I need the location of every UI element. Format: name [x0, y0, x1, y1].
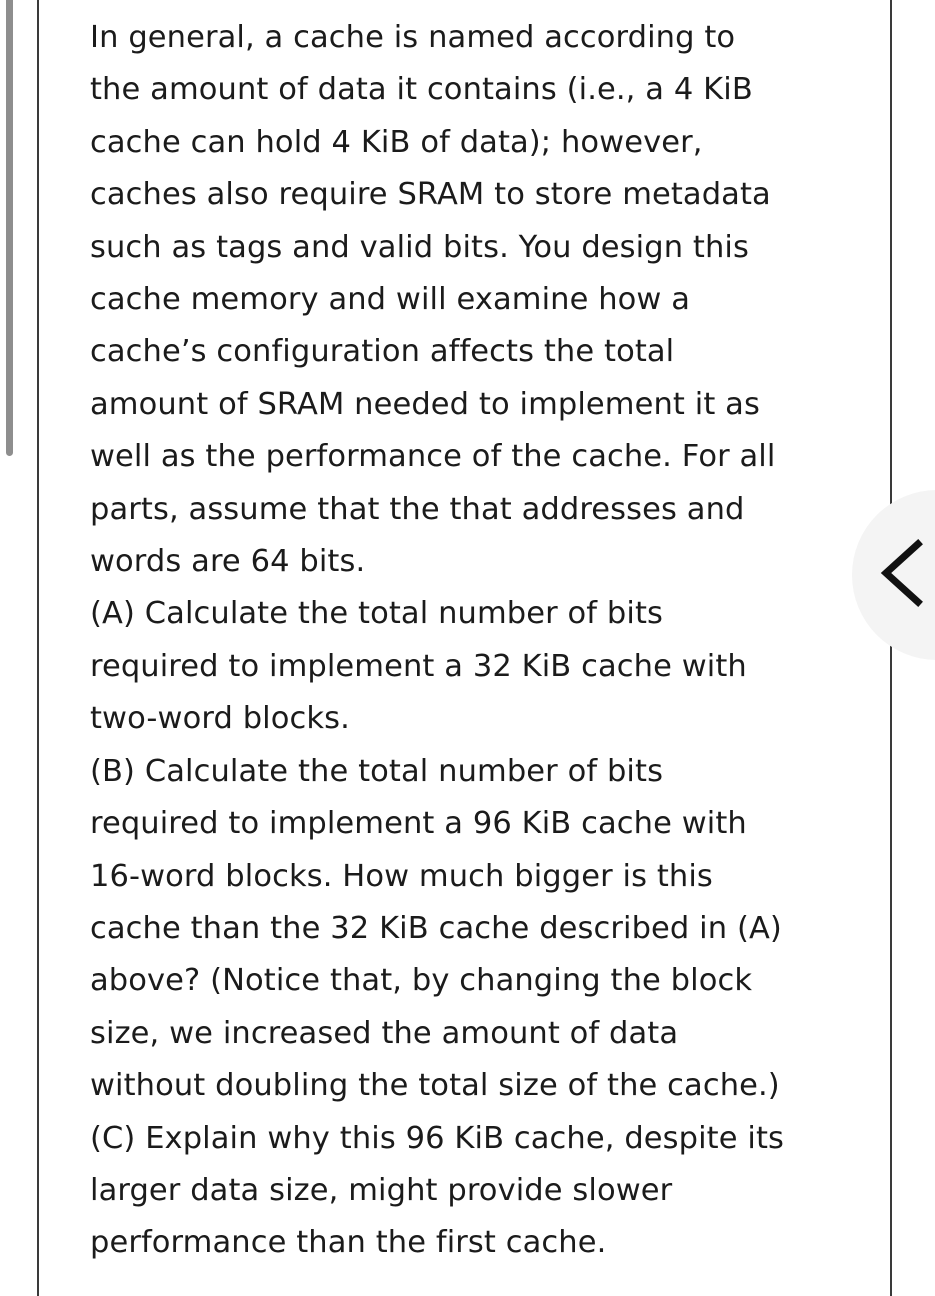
- question-line: words are 64 bits.: [90, 544, 366, 580]
- question-line: above? (Notice that, by changing the block: [90, 963, 753, 999]
- question-line: amount of SRAM needed to implement it as: [90, 386, 760, 422]
- question-line: cache’s configuration affects the total: [90, 334, 675, 370]
- question-line: required to implement a 32 KiB cache with: [90, 648, 747, 684]
- question-line-part-c: (C) Explain why this 96 KiB cache, despite its: [90, 1120, 785, 1156]
- question-line-part-a: (A) Calculate the total number of bits: [90, 596, 663, 632]
- scrollbar[interactable]: [6, 0, 13, 456]
- question-line: without doubling the total size of the cache.): [90, 1068, 780, 1104]
- question-line: two-word blocks.: [90, 701, 350, 737]
- question-line: cache than the 32 KiB cache described in (A): [90, 910, 782, 946]
- question-line: In general, a cache is named according to: [90, 20, 736, 55]
- question-text: [90, 12, 860, 1270]
- question-line: required to implement a 96 KiB cache with: [90, 806, 747, 842]
- question-line: such as tags and valid bits. You design this: [90, 229, 749, 265]
- question-line: larger data size, might provide slower: [90, 1172, 673, 1208]
- question-line: performance than the first cache.: [90, 1225, 607, 1261]
- question-line: well as the performance of the cache. For all: [90, 439, 776, 475]
- question-line: caches also require SRAM to store metadata: [90, 177, 771, 213]
- question-line: the amount of data it contains (i.e., a 4 KiB: [90, 72, 753, 108]
- question-line-part-b: (B) Calculate the total number of bits: [90, 753, 664, 789]
- question-line: size, we increased the amount of data: [90, 1015, 679, 1051]
- question-line: 16-word blocks. How much bigger is this: [90, 858, 713, 894]
- question-line: parts, assume that the that addresses and: [90, 491, 745, 527]
- question-line: cache can hold 4 KiB of data); however,: [90, 124, 703, 160]
- chevron-left-icon: [876, 538, 926, 608]
- question-line: cache memory and will examine how a: [90, 282, 691, 318]
